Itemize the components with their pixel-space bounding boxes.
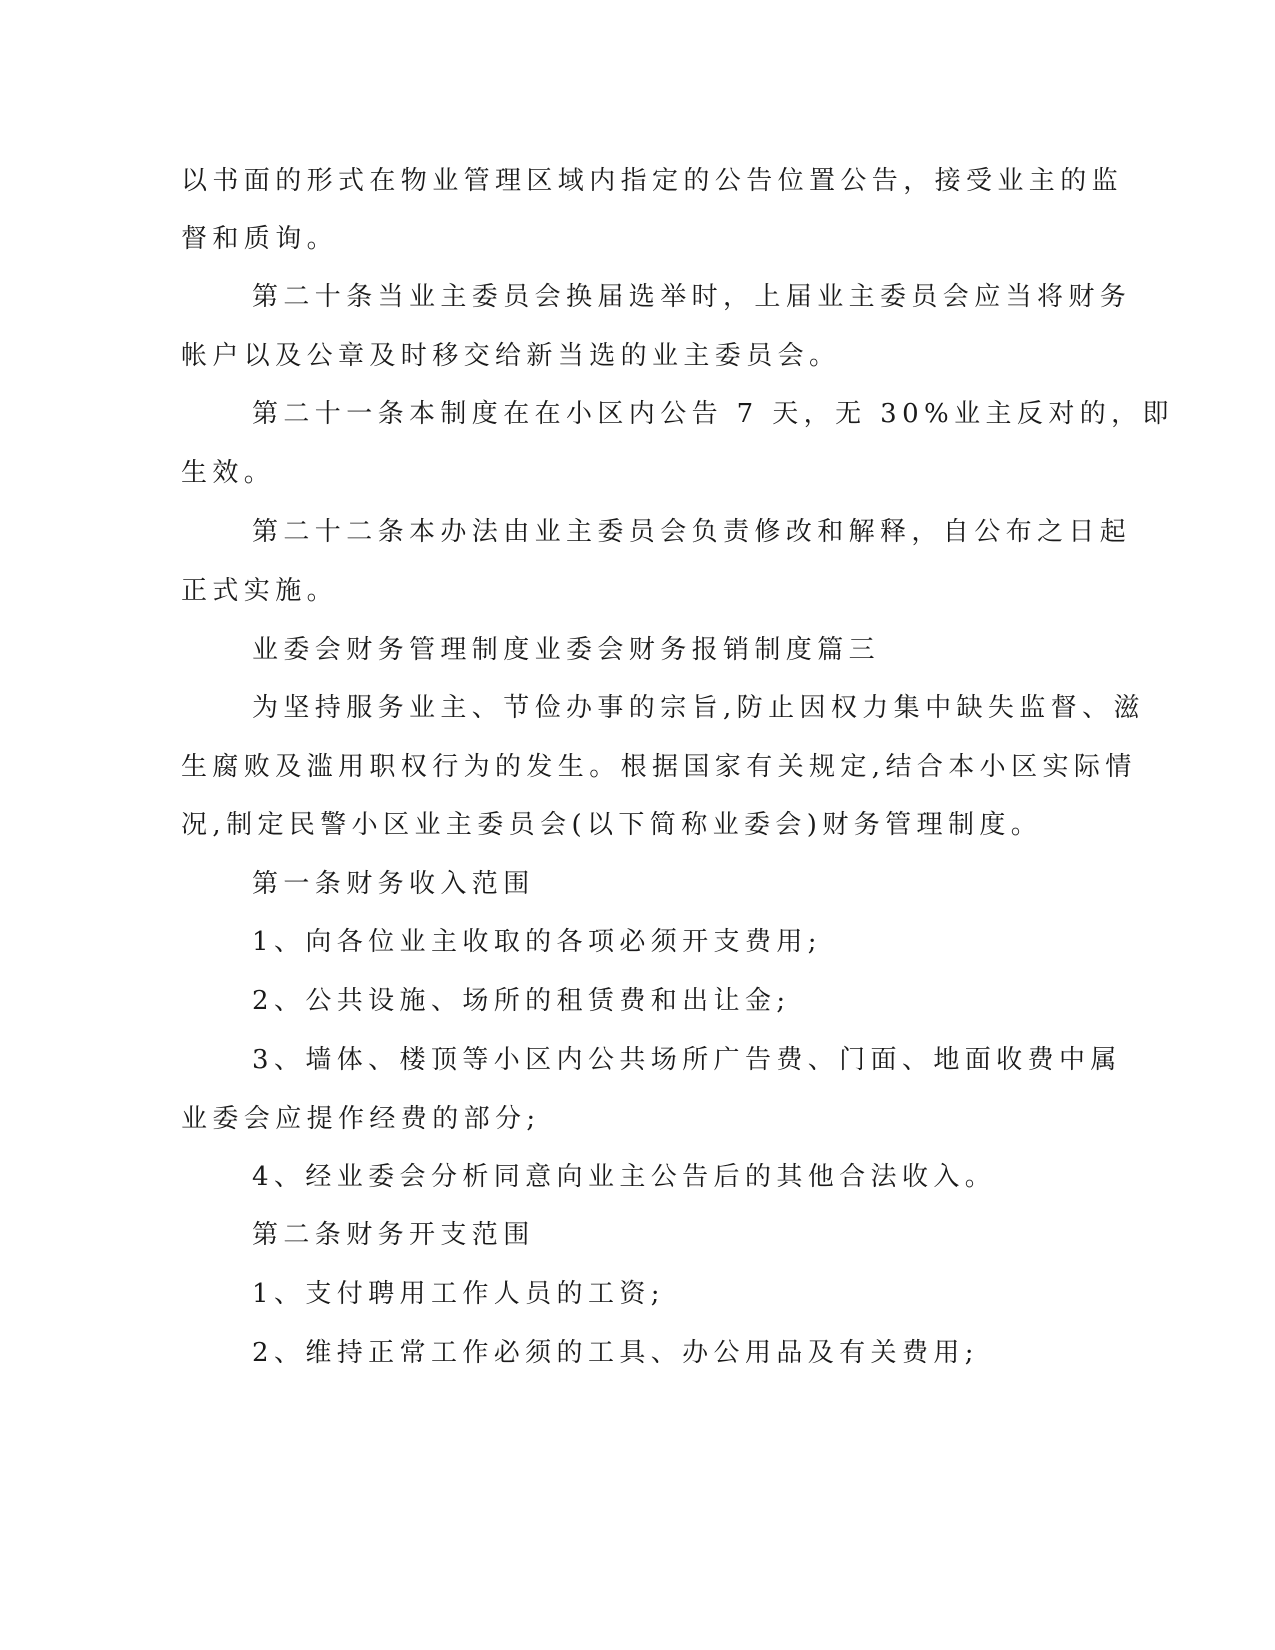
text-line: 帐户以及公章及时移交给新当选的业主委员会。 [181,341,841,371]
text-line: 生效。 [181,458,276,488]
text-line: 况,制定民警小区业主委员会(以下简称业委会)财务管理制度。 [181,810,1043,840]
text-line: 正式实施。 [181,576,339,606]
article-21-line: 第二十一条本制度在在小区内公告 7 天，无 30%业主反对的，即 [252,399,1174,429]
article-22-line: 第二十二条本办法由业主委员会负责修改和解释，自公布之日起 [252,517,1132,547]
text-line: 以书面的形式在物业管理区域内指定的公告位置公告，接受业主的监 [181,166,1124,196]
list-item: 3、墙体、楼顶等小区内公共场所广告费、门面、地面收费中属 [252,1045,1122,1075]
text-line: 督和质询。 [181,224,339,254]
list-item: 2、维持正常工作必须的工具、办公用品及有关费用; [252,1338,979,1368]
list-item: 1、向各位业主收取的各项必须开支费用; [252,927,822,957]
list-item: 2、公共设施、场所的租赁费和出让金; [252,986,791,1016]
text-line: 生腐败及滥用职权行为的发生。根据国家有关规定,结合本小区实际情 [181,752,1137,782]
list-item: 4、经业委会分析同意向业主公告后的其他合法收入。 [252,1162,997,1192]
article-20-line: 第二十条当业主委员会换届选举时，上届业主委员会应当将财务 [252,282,1132,312]
list-item: 1、支付聘用工作人员的工资; [252,1279,665,1309]
article-2-heading: 第二条财务开支范围 [252,1220,535,1250]
article-1-heading: 第一条财务收入范围 [252,869,535,899]
text-line: 业委会应提作经费的部分; [181,1104,541,1134]
section-heading: 业委会财务管理制度业委会财务报销制度篇三 [252,635,881,665]
intro-line: 为坚持服务业主、节俭办事的宗旨,防止因权力集中缺失监督、滋 [252,693,1145,723]
